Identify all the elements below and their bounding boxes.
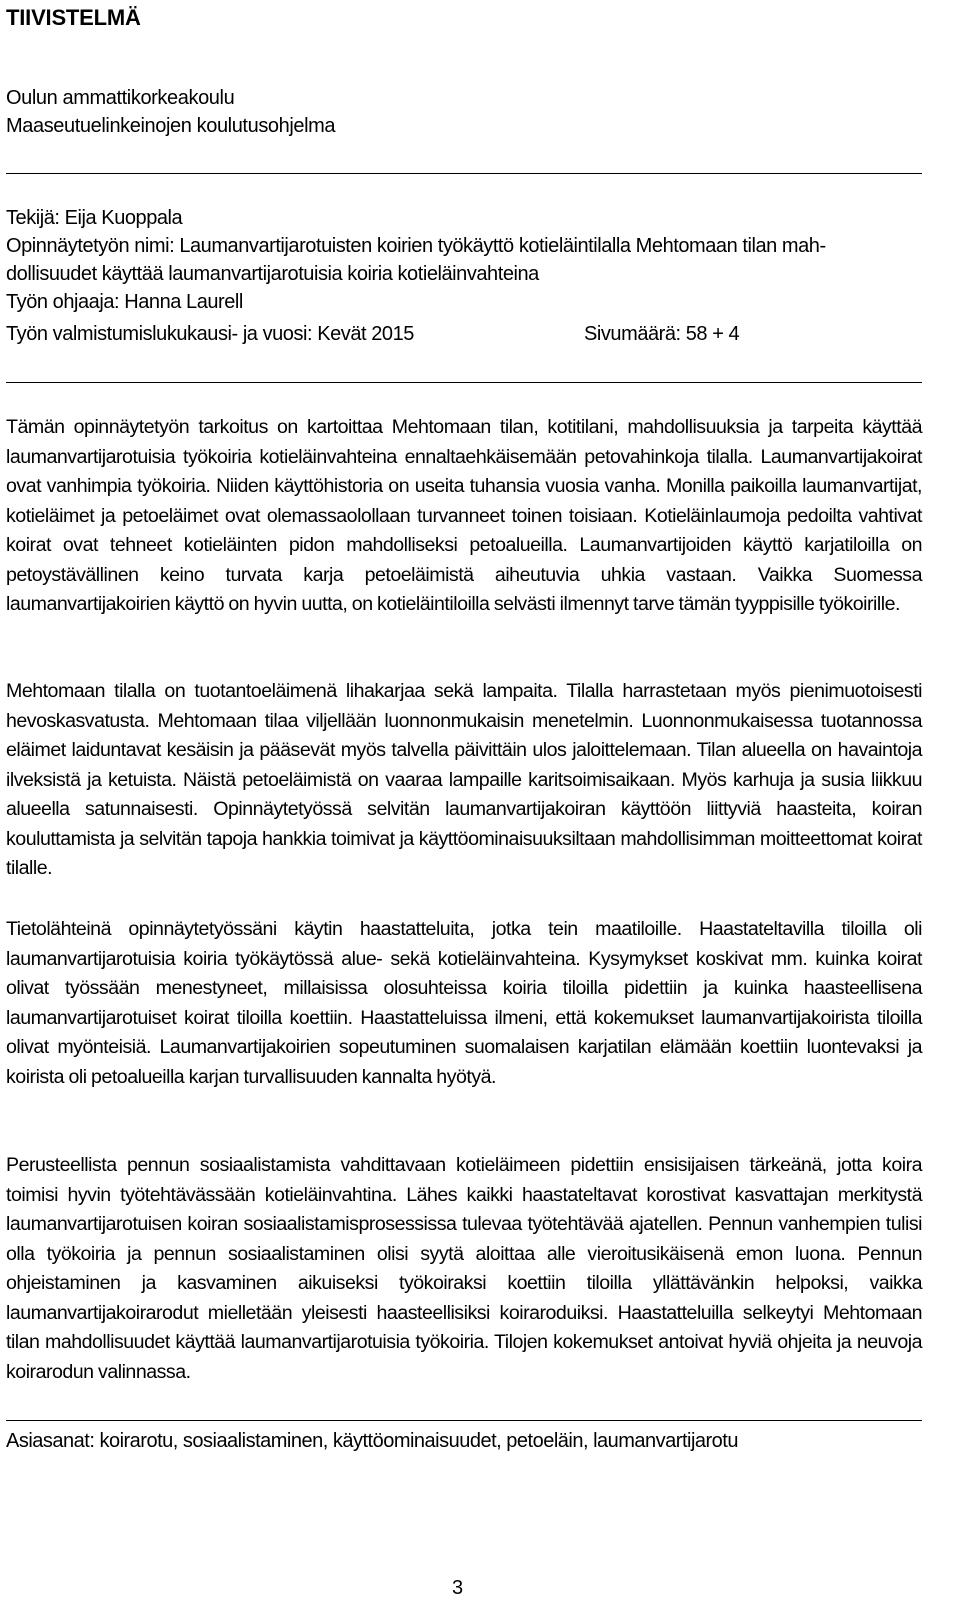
supervisor-line: Työn ohjaaja: Hanna Laurell xyxy=(6,291,243,313)
thesis-title-line-2: dollisuudet käyttää laumanvartijarotuisia koiria kotieläinvahteina xyxy=(6,263,539,285)
school-name: Oulun ammattikorkeakoulu xyxy=(6,87,235,109)
programme-name: Maaseutuelinkeinojen koulutusohjelma xyxy=(6,115,336,137)
divider-middle xyxy=(6,382,922,383)
abstract-paragraph-1: Tämän opinnäytetyön tarkoitus on kartoittaa Mehtomaan tilan, kotitilani, mahdollisuuksia ja tarpeita käyttää laumanvartijarotuisia työkoiria kotieläinvahteina ennaltaehkäisemään petovahinkoja tilalla. Laumanvartijakoirat ovat vanhimpia työkoiria. Niiden käyttöhistoria on useita tuhansia vuosia vanha. Monilla paikoilla laumanvartijat, kotieläimet ja petoeläimet ovat olemassaolollaan turvanneet toinen toisiaan. Kotieläinlaumoja pedoilta vahtivat koirat ovat tehneet kotieläinten pidon mahdolliseksi petoalueilla. Laumanvartijoiden käyttö karjatiloilla on petoystävällinen keino turvata karja petoeläimistä aiheutuvia uhkia vastaan. Vaikka Suomessa laumanvartijakoirien käyttö on hyvin uutta, on kotieläintiloilla selvästi ilmennyt tarve tämän tyyppisille työkoirille. xyxy=(6,416,922,615)
abstract-paragraph-3: Tietolähteinä opinnäytetyössäni käytin haastatteluita, jotka tein maatiloille. Haastateltavilla tiloilla oli laumanvartijarotuisia koiria työkäytössä alue- sekä kotieläinvahteina. Kysymykset koskivat mm. kuinka koirat olivat työssään menestyneet, millaisissa olosuhteissa koiria tiloilla pidettiin ja kuinka haasteellisena laumanvartijarotuiset koirat tiloilla koettiin. Haastatteluissa ilmeni, että kokemukset laumanvartijakoirista tiloilla olivat myönteisiä. Laumanvartijakoirien sopeutuminen suomalaisen karjatilan elämään koettiin luontevaksi ja koirista oli petoalueilla karjan turvallisuuden kannalta hyötyä. xyxy=(6,918,922,1088)
page-number: 3 xyxy=(452,1577,464,1599)
page-title: TIIVISTELMÄ xyxy=(6,5,141,30)
author-line: Tekijä: Eija Kuoppala xyxy=(6,207,183,229)
completion-line: Työn valmistumislukukausi- ja vuosi: Kevät 2015 xyxy=(6,323,414,345)
page-count: Sivumäärä: 58 + 4 xyxy=(584,323,740,345)
abstract-paragraph-2: Mehtomaan tilalla on tuotantoeläimenä lihakarjaa sekä lampaita. Tilalla harrastetaan myös pienimuotoisesti hevoskasvatusta. Mehtomaan tilaa viljellään luonnonmukaisin menetelmin. Luonnonmukaisessa tuotannossa eläimet laiduntavat kesäisin ja pääsevät myös talvella päivittäin ulos jaloittelemaan. Tilan alueella on havaintoja ilveksistä ja ketuista. Näistä petoeläimistä on vaaraa lampaille karitsoimisaikaan. Myös karhuja ja susia liikkuu alueella satunnaisesti. Opinnäytetyössä selvitän laumanvartijakoiran käyttöön liittyviä haasteita, koiran kouluttamista ja selvitän tapoja hankkia toimivat ja käyttöominaisuuksiltaan mahdollisimman moitteettomat koirat tilalle. xyxy=(6,680,922,879)
divider-top xyxy=(6,173,922,174)
abstract-paragraph-4: Perusteellista pennun sosiaalistamista vahdittavaan kotieläimeen pidettiin ensisijaisen tärkeänä, jotta koira toimisi hyvin työtehtävässään kotieläinvahtina. Lähes kaikki haastateltavat korostivat kasvattajan merkitystä laumanvartijarotuisen koiran sosiaalistamisprosessissa tulevaa työtehtävää ajatellen. Pennun vanhempien tulisi olla työkoiria ja pennun sosiaalistaminen olisi syytä aloittaa alle vieroitusikäisenä emon luona. Pennun ohjeistaminen ja kasvaminen aikuiseksi työkoiraksi koettiin tiloilla yllättävänkin helpoksi, vaikka laumanvartijakoirarodut mielletään yleisesti haasteellisiksi koiraroduiksi. Haastatteluilla selkeytyi Mehtomaan tilan mahdollisuudet käyttää laumanvartijarotuisia työkoiria. Tilojen kokemukset antoivat hyviä ohjeita ja neuvoja koirarodun valinnassa. xyxy=(6,1154,922,1383)
keywords-line: Asiasanat: koirarotu, sosiaalistaminen, käyttöominaisuudet, petoeläin, laumanvartijarotu xyxy=(6,1430,738,1452)
divider-bottom xyxy=(6,1420,922,1421)
thesis-title-line-1: Opinnäytetyön nimi: Laumanvartijarotuisten koirien työkäyttö kotieläintilalla Mehtomaan tilan mah- xyxy=(6,235,826,257)
